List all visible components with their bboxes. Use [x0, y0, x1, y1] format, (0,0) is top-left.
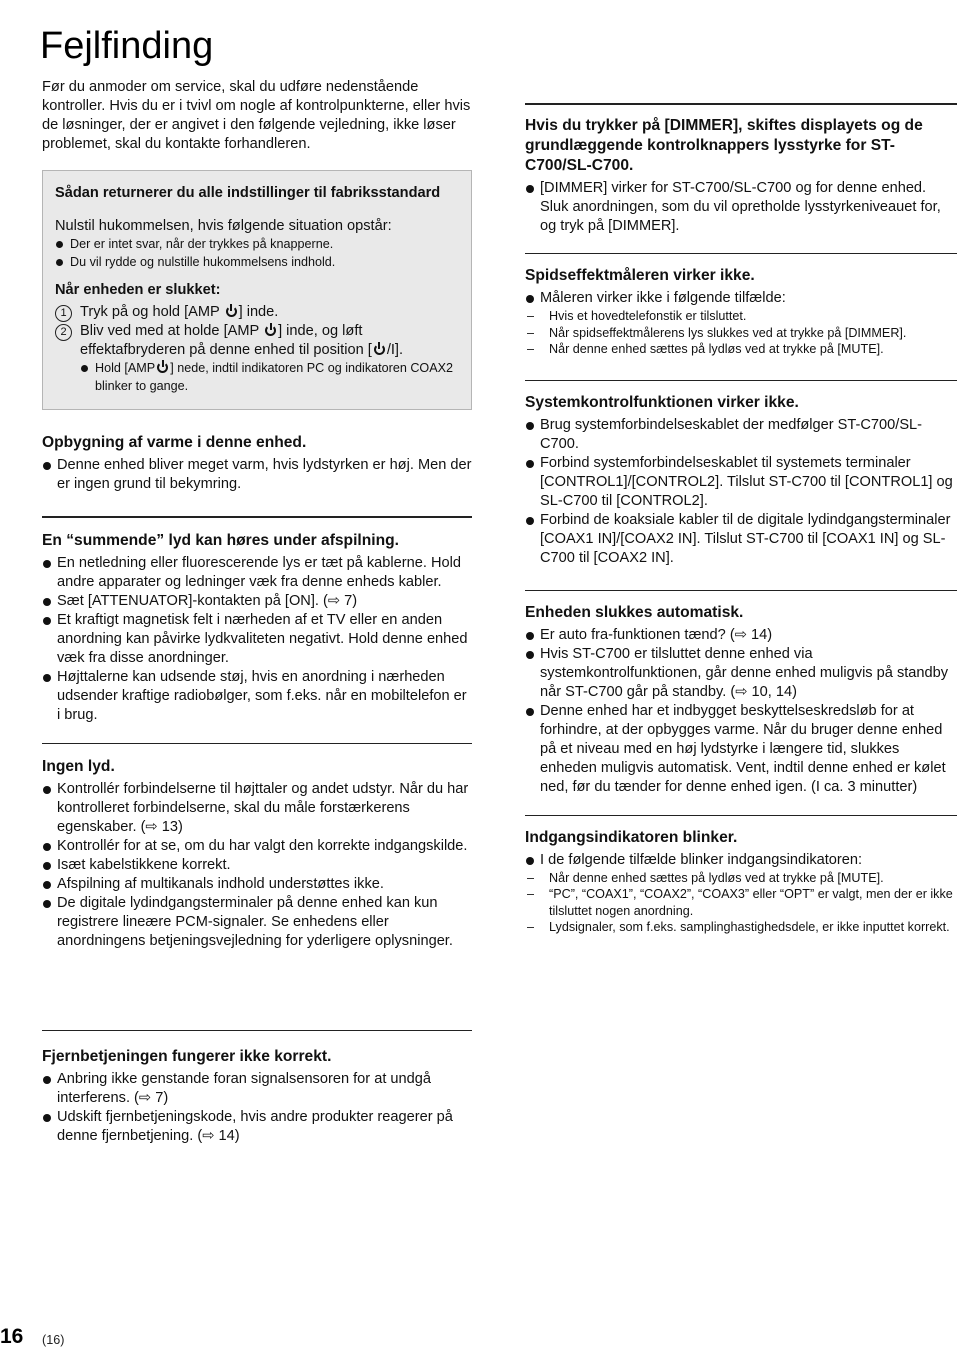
- list-item: Forbind systemforbindelseskablet til systemets terminaler [CONTROL1]/[CONTROL2]. Tilslut ST-C700 til [CONTROL1] og SL-C700 til [CONTROL2].: [525, 454, 957, 511]
- bullet-icon: [43, 674, 51, 682]
- section-list: [42, 780, 472, 951]
- reset-box-subtitle: Når enheden er slukket:: [55, 282, 221, 298]
- bullet-icon: [56, 241, 63, 248]
- section-sublist: [525, 308, 957, 358]
- page-title: Fejlfinding: [40, 25, 214, 68]
- list-item: Sæt [ATTENUATOR]-kontakten på [ON]. (⇨ 7): [42, 592, 472, 611]
- reset-steps: [55, 303, 458, 360]
- list-item: Anbring ikke genstande foran signalsensoren for at undgå interferens. (⇨ 7): [42, 1070, 472, 1108]
- list-item: Er auto fra-funktionen tænd? (⇨ 14): [525, 626, 957, 645]
- step-number-icon: 1: [55, 305, 72, 322]
- list-item: Hvis ST-C700 er tilsluttet denne enhed via systemkontrolfunktionen, går denne enhed muligvis på standby når ST-C700 går på standby. (⇨ 10, 14): [525, 645, 957, 702]
- step-item: 1 Tryk på og hold [AMP ] inde.: [55, 303, 458, 322]
- list-item: Isæt kabelstikkene korrekt.: [42, 856, 472, 875]
- section-auto-off: [525, 603, 957, 797]
- list-item: Kontrollér forbindelserne til højttaler og andet udstyr. Når du har kontrolleret forbindelserne, skal du måle forstærkerens egenskaber. (⇨ 13): [42, 780, 472, 837]
- section-heading: Opbygning af varme i denne enhed.: [42, 434, 307, 451]
- right-column: [525, 103, 957, 936]
- power-icon: [157, 362, 168, 373]
- bullet-icon: [526, 422, 534, 430]
- reset-box-title: Sådan returnerer du alle indstillinger til fabriksstandard: [55, 185, 441, 201]
- bullet-icon: [43, 843, 51, 851]
- section-heading: Systemkontrolfunktionen virker ikke.: [525, 393, 799, 411]
- power-icon: [374, 344, 385, 355]
- left-column: [42, 78, 472, 951]
- list-item: – Når denne enhed sættes på lydløs ved at trykke på [MUTE].: [527, 342, 884, 356]
- page-number: 16: [0, 1325, 24, 1348]
- section-list: [525, 416, 957, 568]
- section-list: [525, 851, 957, 870]
- list-item: – Når denne enhed sættes på lydløs ved at trykke på [MUTE].: [527, 870, 884, 885]
- bullet-icon: [43, 1076, 51, 1084]
- bullet-icon: [43, 598, 51, 606]
- list-item: Du vil rydde og nulstille hukommelsens indhold.: [55, 254, 458, 272]
- section-input-indicator: [525, 828, 957, 936]
- page-code: (16): [42, 1333, 65, 1347]
- section-hum: [42, 531, 472, 725]
- list-item: Hold [AMP ] nede, indtil indikatoren PC og indikatoren COAX2 blinker to gange.: [80, 360, 458, 395]
- reset-bullets: [55, 236, 458, 271]
- list-item: Denne enhed bliver meget varm, hvis lydstyrken er høj. Men der er ingen grund til bekymring.: [42, 456, 472, 494]
- list-item: Denne enhed har et indbygget beskyttelseskredsløb for at forhindre, at der opbygges varme. Når du bruger denne enhed på et niveau med en høj lydstyrke i længere tid, slukkes enheden muligvis automatisk. Vent, indtil denne enhed er kølet ned, før du tænder for denne enhed igen. (I ca. 3 minutter): [525, 702, 957, 797]
- bullet-icon: [43, 900, 51, 908]
- section-divider: [525, 380, 957, 381]
- section-list: [525, 626, 957, 797]
- section-divider: [525, 590, 957, 591]
- section-list: [42, 1070, 472, 1146]
- section-dimmer: [525, 116, 957, 236]
- section-heading: Fjernbetjeningen fungerer ikke korrekt.: [42, 1048, 332, 1065]
- section-list: [525, 289, 957, 308]
- section-system-control: [525, 393, 957, 568]
- section-divider: [42, 1030, 472, 1031]
- bullet-icon: [526, 708, 534, 716]
- list-item: De digitale lydindgangsterminaler på denne enhed kan kun registrere lineære PCM-signaler. Se enhedens eller anordningens betjeningsvejledning for yderligere oplysninger.: [42, 894, 472, 951]
- list-item: – Hvis et hovedtelefonstik er tilsluttet.: [527, 309, 747, 323]
- section-divider: [42, 743, 472, 744]
- bullet-icon: [526, 632, 534, 640]
- step-number-icon: 2: [55, 324, 72, 341]
- bullet-icon: [43, 1114, 51, 1122]
- list-item: Forbind de koaksiale kabler til de digitale lydindgangsterminaler [COAX1 IN]/[COAX2 IN]. Tilslut ST-C700 til [COAX1 IN] og SL-C700 til [COAX2 IN].: [525, 511, 957, 568]
- section-list: [42, 554, 472, 725]
- section-divider: [525, 103, 957, 105]
- section-divider: [42, 516, 472, 518]
- bullet-icon: [43, 462, 51, 470]
- reset-box-lead: Nulstil hukommelsen, hvis følgende situation opstår:: [55, 218, 392, 234]
- section-heading: Ingen lyd.: [42, 758, 115, 775]
- list-item: I de følgende tilfælde blinker indgangsindikatoren:: [525, 851, 957, 870]
- bullet-icon: [81, 365, 88, 372]
- step-item: 2 Bliv ved med at holde [AMP ] inde, og løft effektafbryderen på denne enhed til position [ /I].: [55, 322, 458, 360]
- list-item: – Lydsignaler, som f.eks. samplinghastighedsdele, er ikke inputtet korrekt.: [527, 920, 950, 934]
- bullet-icon: [526, 517, 534, 525]
- list-item: Udskift fjernbetjeningskode, hvis andre produkter reagerer på denne fjernbetjening. (⇨ 14): [42, 1108, 472, 1146]
- bullet-icon: [43, 617, 51, 625]
- list-item: – “PC”, “COAX1”, “COAX2”, “COAX3” eller “OPT” er valgt, men der er ikke tilsluttet nogen anordning.: [527, 887, 953, 918]
- reset-box: [42, 170, 472, 410]
- section-heading: Enheden slukkes automatisk.: [525, 603, 744, 621]
- bullet-icon: [526, 857, 534, 865]
- section-heat: [42, 433, 472, 494]
- section-heading: Spidseffektmåleren virker ikke.: [525, 267, 755, 284]
- bullet-icon: [43, 881, 51, 889]
- section-heading: En “summende” lyd kan høres under afspilning.: [42, 532, 399, 549]
- section-heading: Indgangsindikatoren blinker.: [525, 828, 738, 846]
- list-item: Der er intet svar, når der trykkes på knapperne.: [55, 236, 458, 254]
- list-item: – Når spidseffektmålerens lys slukkes ved at trykke på [DIMMER].: [527, 325, 907, 340]
- section-no-sound: [42, 757, 472, 951]
- list-item: Brug systemforbindelseskablet der medfølger ST-C700/SL-C700.: [525, 416, 957, 454]
- bullet-icon: [56, 259, 63, 266]
- list-item: Et kraftigt magnetisk felt i nærheden af et TV eller en anden anordning kan påvirke lydkvaliteten negativt. Hold denne enhed væk fra disse anordninger.: [42, 611, 472, 668]
- section-heading: Hvis du trykker på [DIMMER], skiftes displayets og de grundlæggende kontrolknappers lysstyrke for ST-C700/SL-C700.: [525, 117, 923, 174]
- section-divider: [525, 815, 957, 816]
- section-remote: [42, 1030, 472, 1146]
- power-icon: [265, 325, 276, 336]
- bullet-icon: [43, 786, 51, 794]
- bullet-icon: [526, 185, 534, 193]
- bullet-icon: [526, 295, 534, 303]
- intro: [42, 78, 472, 154]
- list-item: Afspilning af multikanals indhold understøttes ikke.: [42, 875, 472, 894]
- reset-note: [80, 360, 458, 395]
- intro-text: Før du anmoder om service, skal du udføre nedenstående kontroller. Hvis du er i tvivl om nogle af kontrolpunkterne, eller hvis de løsninger, der er angivet i den følgende vejledning, ikke løser problemet, skal du kontakte forhandleren.: [42, 79, 471, 152]
- list-item: Højttalerne kan udsende støj, hvis en anordning i nærheden udsender kraftige radiobølger, som f.eks. når en mobiltelefon er i brug.: [42, 668, 472, 725]
- section-sublist: [525, 870, 957, 936]
- bullet-icon: [526, 460, 534, 468]
- section-list: [525, 179, 957, 236]
- list-item: Kontrollér for at se, om du har valgt den korrekte indgangskilde.: [42, 837, 472, 856]
- bullet-icon: [43, 560, 51, 568]
- list-item: Måleren virker ikke i følgende tilfælde:: [525, 289, 957, 308]
- section-peak-meter: [525, 266, 957, 358]
- power-icon: [226, 306, 237, 317]
- list-item: [DIMMER] virker for ST-C700/SL-C700 og for denne enhed. Sluk anordningen, som du vil opretholde lysstyrkeniveauet for, og tryk på [DIMMER].: [525, 179, 957, 236]
- section-list: [42, 456, 472, 494]
- section-divider: [525, 253, 957, 254]
- bullet-icon: [526, 651, 534, 659]
- list-item: En netledning eller fluorescerende lys er tæt på kablerne. Hold andre apparater og ledninger væk fra denne enheds kabler.: [42, 554, 472, 592]
- bullet-icon: [43, 862, 51, 870]
